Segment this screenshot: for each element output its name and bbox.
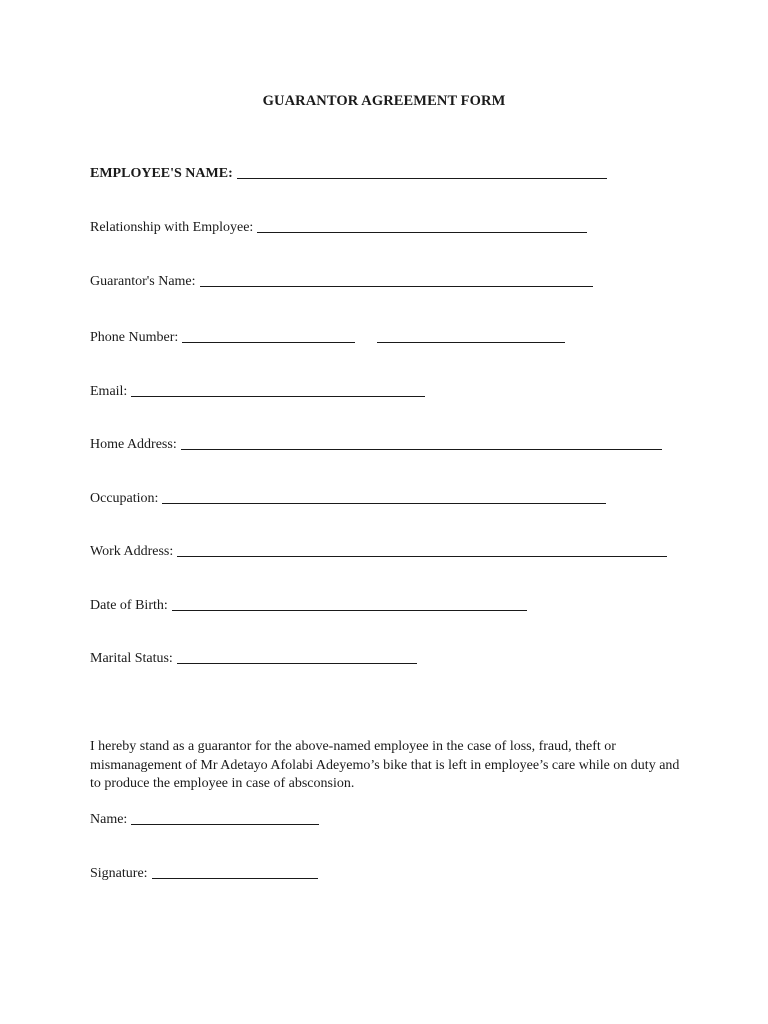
signoff-name-line[interactable] bbox=[131, 824, 319, 825]
employee-name-label: EMPLOYEE'S NAME: bbox=[90, 166, 233, 181]
phone-label: Phone Number: bbox=[90, 330, 179, 345]
guarantor-name-row bbox=[90, 270, 593, 290]
guarantor-name-label: Guarantor's Name: bbox=[90, 274, 196, 289]
employee-name-line[interactable] bbox=[237, 178, 607, 179]
signoff-name-row bbox=[90, 808, 319, 828]
marital-status-line[interactable] bbox=[177, 663, 417, 664]
signature-line[interactable] bbox=[152, 878, 318, 879]
marital-status-row bbox=[90, 647, 417, 667]
occupation-line[interactable] bbox=[162, 503, 606, 504]
signature-row bbox=[90, 862, 318, 882]
relationship-line[interactable] bbox=[257, 232, 587, 233]
work-address-label: Work Address: bbox=[90, 544, 174, 559]
marital-status-label: Marital Status: bbox=[90, 651, 173, 666]
home-address-line[interactable] bbox=[181, 449, 662, 450]
signoff-name-label: Name: bbox=[90, 812, 128, 827]
phone-line-2[interactable] bbox=[377, 342, 565, 343]
dob-line[interactable] bbox=[172, 610, 527, 611]
occupation-label: Occupation: bbox=[90, 491, 159, 506]
signature-label: Signature: bbox=[90, 866, 148, 881]
work-address-row bbox=[90, 540, 667, 560]
phone-line-1[interactable] bbox=[182, 342, 355, 343]
home-address-row bbox=[90, 433, 662, 453]
guarantor-name-line[interactable] bbox=[200, 286, 593, 287]
home-address-label: Home Address: bbox=[90, 437, 177, 452]
employee-name-row bbox=[90, 162, 607, 182]
email-label: Email: bbox=[90, 384, 128, 399]
occupation-row bbox=[90, 487, 606, 507]
dob-label: Date of Birth: bbox=[90, 598, 168, 613]
declaration-paragraph: I hereby stand as a guarantor for the above-named employee in the case of loss, fraud, theft or mismanagement of Mr Adetayo Afolabi Adeyemo’s bike that is left in employee’s care while on duty and to produce the employee in case of absconsion. bbox=[90, 739, 680, 791]
relationship-row bbox=[90, 216, 587, 236]
form-title: GUARANTOR AGREEMENT FORM bbox=[262, 93, 506, 109]
email-line[interactable] bbox=[131, 396, 425, 397]
dob-row bbox=[90, 594, 527, 614]
relationship-label: Relationship with Employee: bbox=[90, 220, 254, 235]
phone-row bbox=[90, 326, 565, 346]
work-address-line[interactable] bbox=[177, 556, 667, 557]
email-row bbox=[90, 380, 425, 400]
